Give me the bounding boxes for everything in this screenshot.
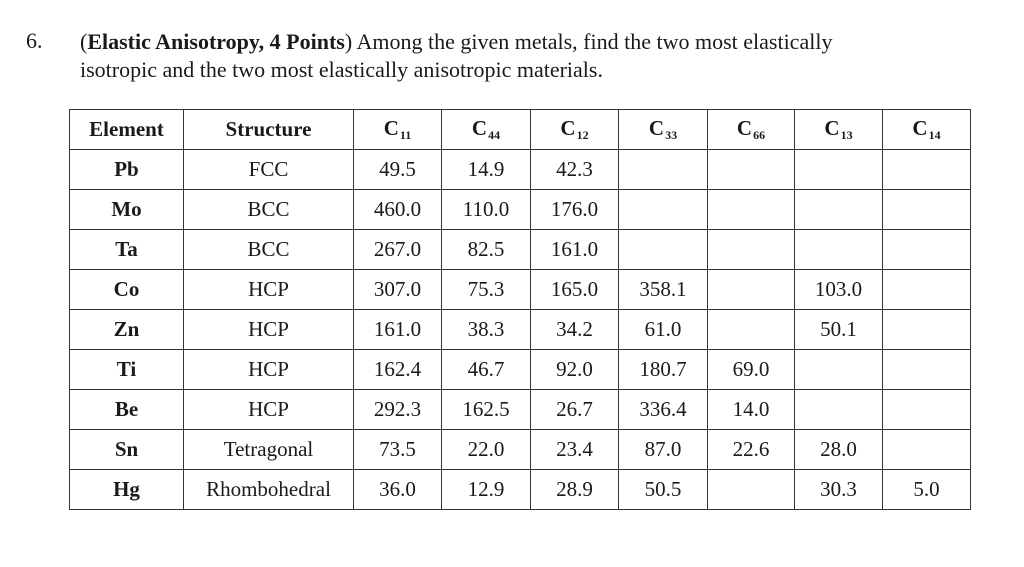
constant-cell: 28.9	[531, 470, 619, 510]
table-row	[70, 350, 971, 390]
constant-cell: 358.1	[619, 270, 708, 310]
column-header	[883, 110, 971, 150]
constant-cell	[795, 150, 883, 190]
constant-cell: 75.3	[442, 270, 531, 310]
column-header	[531, 110, 619, 150]
constant-cell: 50.5	[619, 470, 708, 510]
elastic-constants-table	[69, 109, 971, 510]
constant-cell: 180.7	[619, 350, 708, 390]
question-number: 6.	[26, 28, 43, 53]
column-header-subscript: 11	[399, 128, 412, 142]
constant-cell: 162.4	[354, 350, 442, 390]
table-body	[70, 150, 971, 510]
column-header-subscript: 44	[488, 128, 501, 142]
element-cell: Mo	[70, 190, 184, 230]
constant-cell	[795, 390, 883, 430]
structure-cell: BCC	[184, 190, 354, 230]
question-line-2: isotropic and the two most elastically anisotropic materials.	[80, 57, 603, 82]
structure-cell: Rhombohedral	[184, 470, 354, 510]
constant-cell: 14.0	[708, 390, 795, 430]
constant-cell: 69.0	[708, 350, 795, 390]
constant-cell	[883, 230, 971, 270]
constant-cell: 61.0	[619, 310, 708, 350]
constant-cell	[708, 230, 795, 270]
constant-cell	[619, 230, 708, 270]
constant-cell	[883, 270, 971, 310]
constant-cell: 22.0	[442, 430, 531, 470]
column-header	[184, 110, 354, 150]
column-header-label: C	[736, 116, 753, 140]
constant-cell: 92.0	[531, 350, 619, 390]
constant-cell	[708, 190, 795, 230]
question-line-1: Among the given metals, find the two most elastically	[352, 29, 833, 54]
column-header-label: C	[912, 116, 928, 140]
constant-cell: 28.0	[795, 430, 883, 470]
structure-cell: HCP	[184, 350, 354, 390]
structure-cell: BCC	[184, 230, 354, 270]
constant-cell: 14.9	[442, 150, 531, 190]
constant-cell: 22.6	[708, 430, 795, 470]
column-header-subscript: 66	[753, 128, 766, 142]
constant-cell	[883, 190, 971, 230]
constant-cell: 307.0	[354, 270, 442, 310]
column-header	[442, 110, 531, 150]
constant-cell	[883, 430, 971, 470]
column-header-subscript: 14	[928, 128, 941, 142]
structure-cell: HCP	[184, 270, 354, 310]
constant-cell	[708, 310, 795, 350]
constant-cell	[708, 270, 795, 310]
open-paren: (	[80, 29, 88, 54]
constant-cell: 161.0	[531, 230, 619, 270]
constant-cell: 161.0	[354, 310, 442, 350]
column-header	[795, 110, 883, 150]
element-cell: Hg	[70, 470, 184, 510]
table-row	[70, 190, 971, 230]
table-row	[70, 270, 971, 310]
column-header-label: C	[471, 116, 488, 140]
constant-cell: 38.3	[442, 310, 531, 350]
element-cell: Ta	[70, 230, 184, 270]
constant-cell: 49.5	[354, 150, 442, 190]
element-cell: Ti	[70, 350, 184, 390]
question-title: Elastic Anisotropy, 4 Points	[87, 29, 345, 54]
constant-cell	[619, 150, 708, 190]
constant-cell	[795, 190, 883, 230]
constant-cell	[795, 350, 883, 390]
table-row	[70, 390, 971, 430]
constant-cell: 87.0	[619, 430, 708, 470]
element-cell: Be	[70, 390, 184, 430]
column-header-label: C	[560, 116, 576, 140]
table-row	[70, 230, 971, 270]
constant-cell: 267.0	[354, 230, 442, 270]
constant-cell: 34.2	[531, 310, 619, 350]
column-header-label: Element	[89, 117, 164, 141]
element-cell: Co	[70, 270, 184, 310]
constant-cell: 176.0	[531, 190, 619, 230]
column-header	[619, 110, 708, 150]
structure-cell: Tetragonal	[184, 430, 354, 470]
table-row	[70, 430, 971, 470]
constant-cell: 23.4	[531, 430, 619, 470]
column-header	[708, 110, 795, 150]
column-header-label: C	[648, 116, 665, 140]
element-cell: Zn	[70, 310, 184, 350]
constant-cell: 36.0	[354, 470, 442, 510]
constant-cell: 165.0	[531, 270, 619, 310]
constant-cell	[708, 470, 795, 510]
constant-cell: 5.0	[883, 470, 971, 510]
column-header-label: C	[383, 116, 399, 140]
column-header	[354, 110, 442, 150]
close-paren: )	[344, 29, 353, 54]
constant-cell: 30.3	[795, 470, 883, 510]
constant-cell: 12.9	[442, 470, 531, 510]
constant-cell: 46.7	[442, 350, 531, 390]
table-row	[70, 470, 971, 510]
question-text	[80, 28, 980, 84]
column-header-subscript: 13	[840, 128, 853, 142]
constant-cell	[619, 190, 708, 230]
constant-cell	[883, 390, 971, 430]
constant-cell	[883, 150, 971, 190]
constant-cell: 26.7	[531, 390, 619, 430]
constant-cell	[795, 230, 883, 270]
constant-cell: 50.1	[795, 310, 883, 350]
column-header-subscript: 33	[665, 128, 678, 142]
column-header-label: C	[824, 116, 840, 140]
constant-cell: 103.0	[795, 270, 883, 310]
constant-cell: 292.3	[354, 390, 442, 430]
constant-cell	[708, 150, 795, 190]
element-cell: Pb	[70, 150, 184, 190]
column-header-subscript: 12	[576, 128, 589, 142]
constant-cell	[883, 350, 971, 390]
structure-cell: HCP	[184, 310, 354, 350]
table-row	[70, 150, 971, 190]
constant-cell	[883, 310, 971, 350]
constant-cell: 460.0	[354, 190, 442, 230]
element-cell: Sn	[70, 430, 184, 470]
constant-cell: 110.0	[442, 190, 531, 230]
structure-cell: HCP	[184, 390, 354, 430]
constant-cell: 162.5	[442, 390, 531, 430]
table-row	[70, 310, 971, 350]
column-header-label: Structure	[225, 117, 312, 141]
column-header	[70, 110, 184, 150]
structure-cell: FCC	[184, 150, 354, 190]
table-header-row	[70, 110, 971, 150]
constant-cell: 73.5	[354, 430, 442, 470]
constant-cell: 82.5	[442, 230, 531, 270]
constant-cell: 42.3	[531, 150, 619, 190]
constant-cell: 336.4	[619, 390, 708, 430]
